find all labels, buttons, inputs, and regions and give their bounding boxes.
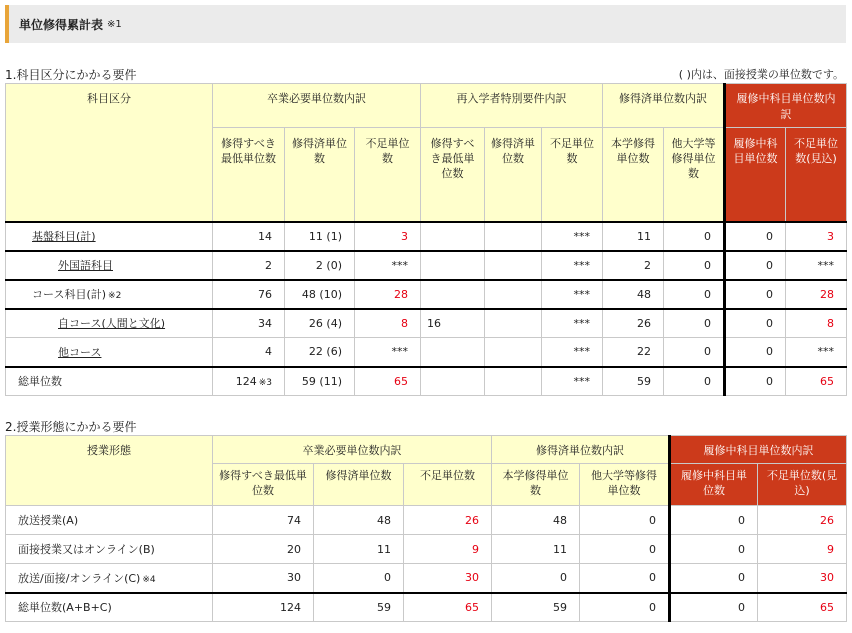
section1-title: 1.科目区分にかかる要件 xyxy=(5,68,137,82)
page-title-note: ※1 xyxy=(107,18,122,30)
shortage-cell: 65 xyxy=(786,367,847,396)
cell xyxy=(485,338,542,367)
cell xyxy=(421,280,485,309)
group-earned: 修得済単位数内訳 xyxy=(492,436,670,464)
page-header xyxy=(5,5,846,43)
sub-r-short: 不足単位数 xyxy=(542,128,603,222)
shortage-cell: 8 xyxy=(355,309,421,338)
cell: 20 xyxy=(213,535,314,564)
sub-p-units: 履修中科目単位数 xyxy=(725,128,786,222)
shortage-cell: 28 xyxy=(355,280,421,309)
link-foreign-language[interactable]: 外国語科目 xyxy=(58,259,113,272)
footnote-mark: ※4 xyxy=(142,574,156,585)
cell: 0 xyxy=(492,564,580,593)
sub-g-short: 不足単位数 xyxy=(404,464,492,506)
cell: 0 xyxy=(580,564,670,593)
footnote-mark: ※2 xyxy=(108,291,122,301)
cell: 0 xyxy=(580,506,670,535)
cell: 0 xyxy=(664,222,725,251)
row-label: 総単位数(A+B+C) xyxy=(6,593,213,622)
shortage-cell: 9 xyxy=(404,535,492,564)
cell: *** xyxy=(542,251,603,280)
cell: 0 xyxy=(670,593,758,622)
cell xyxy=(421,251,485,280)
cell: 11 xyxy=(603,222,664,251)
cell: *** xyxy=(542,338,603,367)
shortage-cell: 30 xyxy=(758,564,847,593)
cell: 0 xyxy=(725,367,786,396)
cell: 4 xyxy=(213,338,285,367)
cell xyxy=(485,367,542,396)
cell: 34 xyxy=(213,309,285,338)
total-units-label: 総単位数 xyxy=(18,375,62,389)
shortage-cell: 65 xyxy=(355,367,421,396)
cell: 0 xyxy=(664,280,725,309)
col-class-format: 授業形態 xyxy=(6,436,213,506)
cell: 74 xyxy=(213,506,314,535)
sub-e-this: 本学修得単位数 xyxy=(492,464,580,506)
course-subjects-label: コース科目(計) xyxy=(32,288,107,301)
row-label: 放送授業(A) xyxy=(6,506,213,535)
sub-g-earned: 修得済単位数 xyxy=(285,128,355,222)
link-other-course[interactable]: 他コース xyxy=(58,345,102,359)
cell: *** xyxy=(355,251,421,280)
cell: 0 xyxy=(664,309,725,338)
cell: 26 (4) xyxy=(285,309,355,338)
cell: 0 xyxy=(580,535,670,564)
cell: 2 xyxy=(213,251,285,280)
section2-title: 2.授業形態にかかる要件 xyxy=(5,420,137,434)
cell: *** xyxy=(542,280,603,309)
cell: 0 xyxy=(664,251,725,280)
cell: 59 (11) xyxy=(285,367,355,396)
row-label: 面接授業又はオンライン(B) xyxy=(6,535,213,564)
cell: 48 (10) xyxy=(285,280,355,309)
cell: 0 xyxy=(670,564,758,593)
cell: 11 xyxy=(314,535,404,564)
footnote-mark: ※3 xyxy=(258,377,272,388)
sub-g-earned: 修得済単位数 xyxy=(314,464,404,506)
cell: 16 xyxy=(421,309,485,338)
cell: 59 xyxy=(492,593,580,622)
cell: 124 xyxy=(235,374,257,388)
table-row xyxy=(6,564,847,593)
cell: 11 (1) xyxy=(285,222,355,251)
cell: 11 xyxy=(492,535,580,564)
cell: *** xyxy=(786,251,847,280)
shortage-cell: 28 xyxy=(786,280,847,309)
cell: *** xyxy=(542,222,603,251)
group-graduation: 卒業必要単位数内訳 xyxy=(213,84,421,128)
sub-p-short: 不足単位数(見込) xyxy=(786,128,847,222)
cell xyxy=(485,251,542,280)
sub-p-units: 履修中科目単位数 xyxy=(670,464,758,506)
cell: 22 (6) xyxy=(285,338,355,367)
cell xyxy=(485,222,542,251)
cell: *** xyxy=(355,338,421,367)
row-label: 放送/面接/オンライン(C) xyxy=(18,571,141,585)
sub-r-min: 修得すべき最低単位数 xyxy=(421,128,485,222)
table-row xyxy=(6,338,847,367)
table-row xyxy=(6,280,847,309)
section1-note: ( )内は、面接授業の単位数です。 xyxy=(678,68,844,81)
cell: 0 xyxy=(670,535,758,564)
cell: 0 xyxy=(725,309,786,338)
cell: *** xyxy=(786,338,847,367)
cell: 48 xyxy=(492,506,580,535)
cell: 14 xyxy=(213,222,285,251)
sub-e-other: 他大学等修得単位数 xyxy=(664,128,725,222)
shortage-cell: 3 xyxy=(355,222,421,251)
cell: 0 xyxy=(725,251,786,280)
cell: 22 xyxy=(603,338,664,367)
group-graduation: 卒業必要単位数内訳 xyxy=(213,436,492,464)
cell xyxy=(485,280,542,309)
cell: 0 xyxy=(664,367,725,396)
shortage-cell: 26 xyxy=(758,506,847,535)
table-row-total xyxy=(6,593,847,622)
sub-g-short: 不足単位数 xyxy=(355,128,421,222)
cell: *** xyxy=(542,367,603,396)
sub-r-earned: 修得済単位数 xyxy=(485,128,542,222)
course-category-table xyxy=(5,83,847,396)
cell: 26 xyxy=(603,309,664,338)
col-category: 科目区分 xyxy=(6,84,213,222)
cell: 0 xyxy=(725,280,786,309)
cell: 2 xyxy=(603,251,664,280)
cell: 0 xyxy=(314,564,404,593)
sub-e-other: 他大学等修得単位数 xyxy=(580,464,670,506)
table-row xyxy=(6,222,847,251)
class-format-table xyxy=(5,435,847,622)
cell: 59 xyxy=(603,367,664,396)
cell: 48 xyxy=(603,280,664,309)
group-in-progress: 履修中科目単位数内訳 xyxy=(725,84,847,128)
shortage-cell: 26 xyxy=(404,506,492,535)
cell xyxy=(485,309,542,338)
cell xyxy=(421,338,485,367)
sub-e-this: 本学修得単位数 xyxy=(603,128,664,222)
cell: 30 xyxy=(213,564,314,593)
table-row xyxy=(6,506,847,535)
group-earned: 修得済単位数内訳 xyxy=(603,84,725,128)
cell: 2 (0) xyxy=(285,251,355,280)
table-row xyxy=(6,251,847,280)
shortage-cell: 65 xyxy=(758,593,847,622)
sub-p-short: 不足単位数(見込) xyxy=(758,464,847,506)
link-own-course[interactable]: 自コース(人間と文化) xyxy=(58,317,166,331)
cell: 48 xyxy=(314,506,404,535)
cell: 59 xyxy=(314,593,404,622)
table-row-total xyxy=(6,367,847,396)
table-row xyxy=(6,535,847,564)
sub-g-min: 修得すべき最低単位数 xyxy=(213,128,285,222)
group-in-progress: 履修中科目単位数内訳 xyxy=(670,436,847,464)
table-row xyxy=(6,309,847,338)
cell: 0 xyxy=(725,222,786,251)
shortage-cell: 9 xyxy=(758,535,847,564)
group-reentry: 再入学者特別要件内訳 xyxy=(421,84,603,128)
cell: 124 xyxy=(213,593,314,622)
page-title: 単位修得累計表 xyxy=(19,17,104,32)
cell: 76 xyxy=(213,280,285,309)
cell: 0 xyxy=(725,338,786,367)
shortage-cell: 65 xyxy=(404,593,492,622)
shortage-cell: 3 xyxy=(786,222,847,251)
cell: *** xyxy=(542,309,603,338)
cell: 0 xyxy=(580,593,670,622)
shortage-cell: 30 xyxy=(404,564,492,593)
link-basic-subjects[interactable]: 基盤科目(計) xyxy=(32,230,96,243)
shortage-cell: 8 xyxy=(786,309,847,338)
cell: 0 xyxy=(670,506,758,535)
cell xyxy=(421,367,485,396)
sub-g-min: 修得すべき最低単位数 xyxy=(213,464,314,506)
cell: 0 xyxy=(664,338,725,367)
cell xyxy=(421,222,485,251)
